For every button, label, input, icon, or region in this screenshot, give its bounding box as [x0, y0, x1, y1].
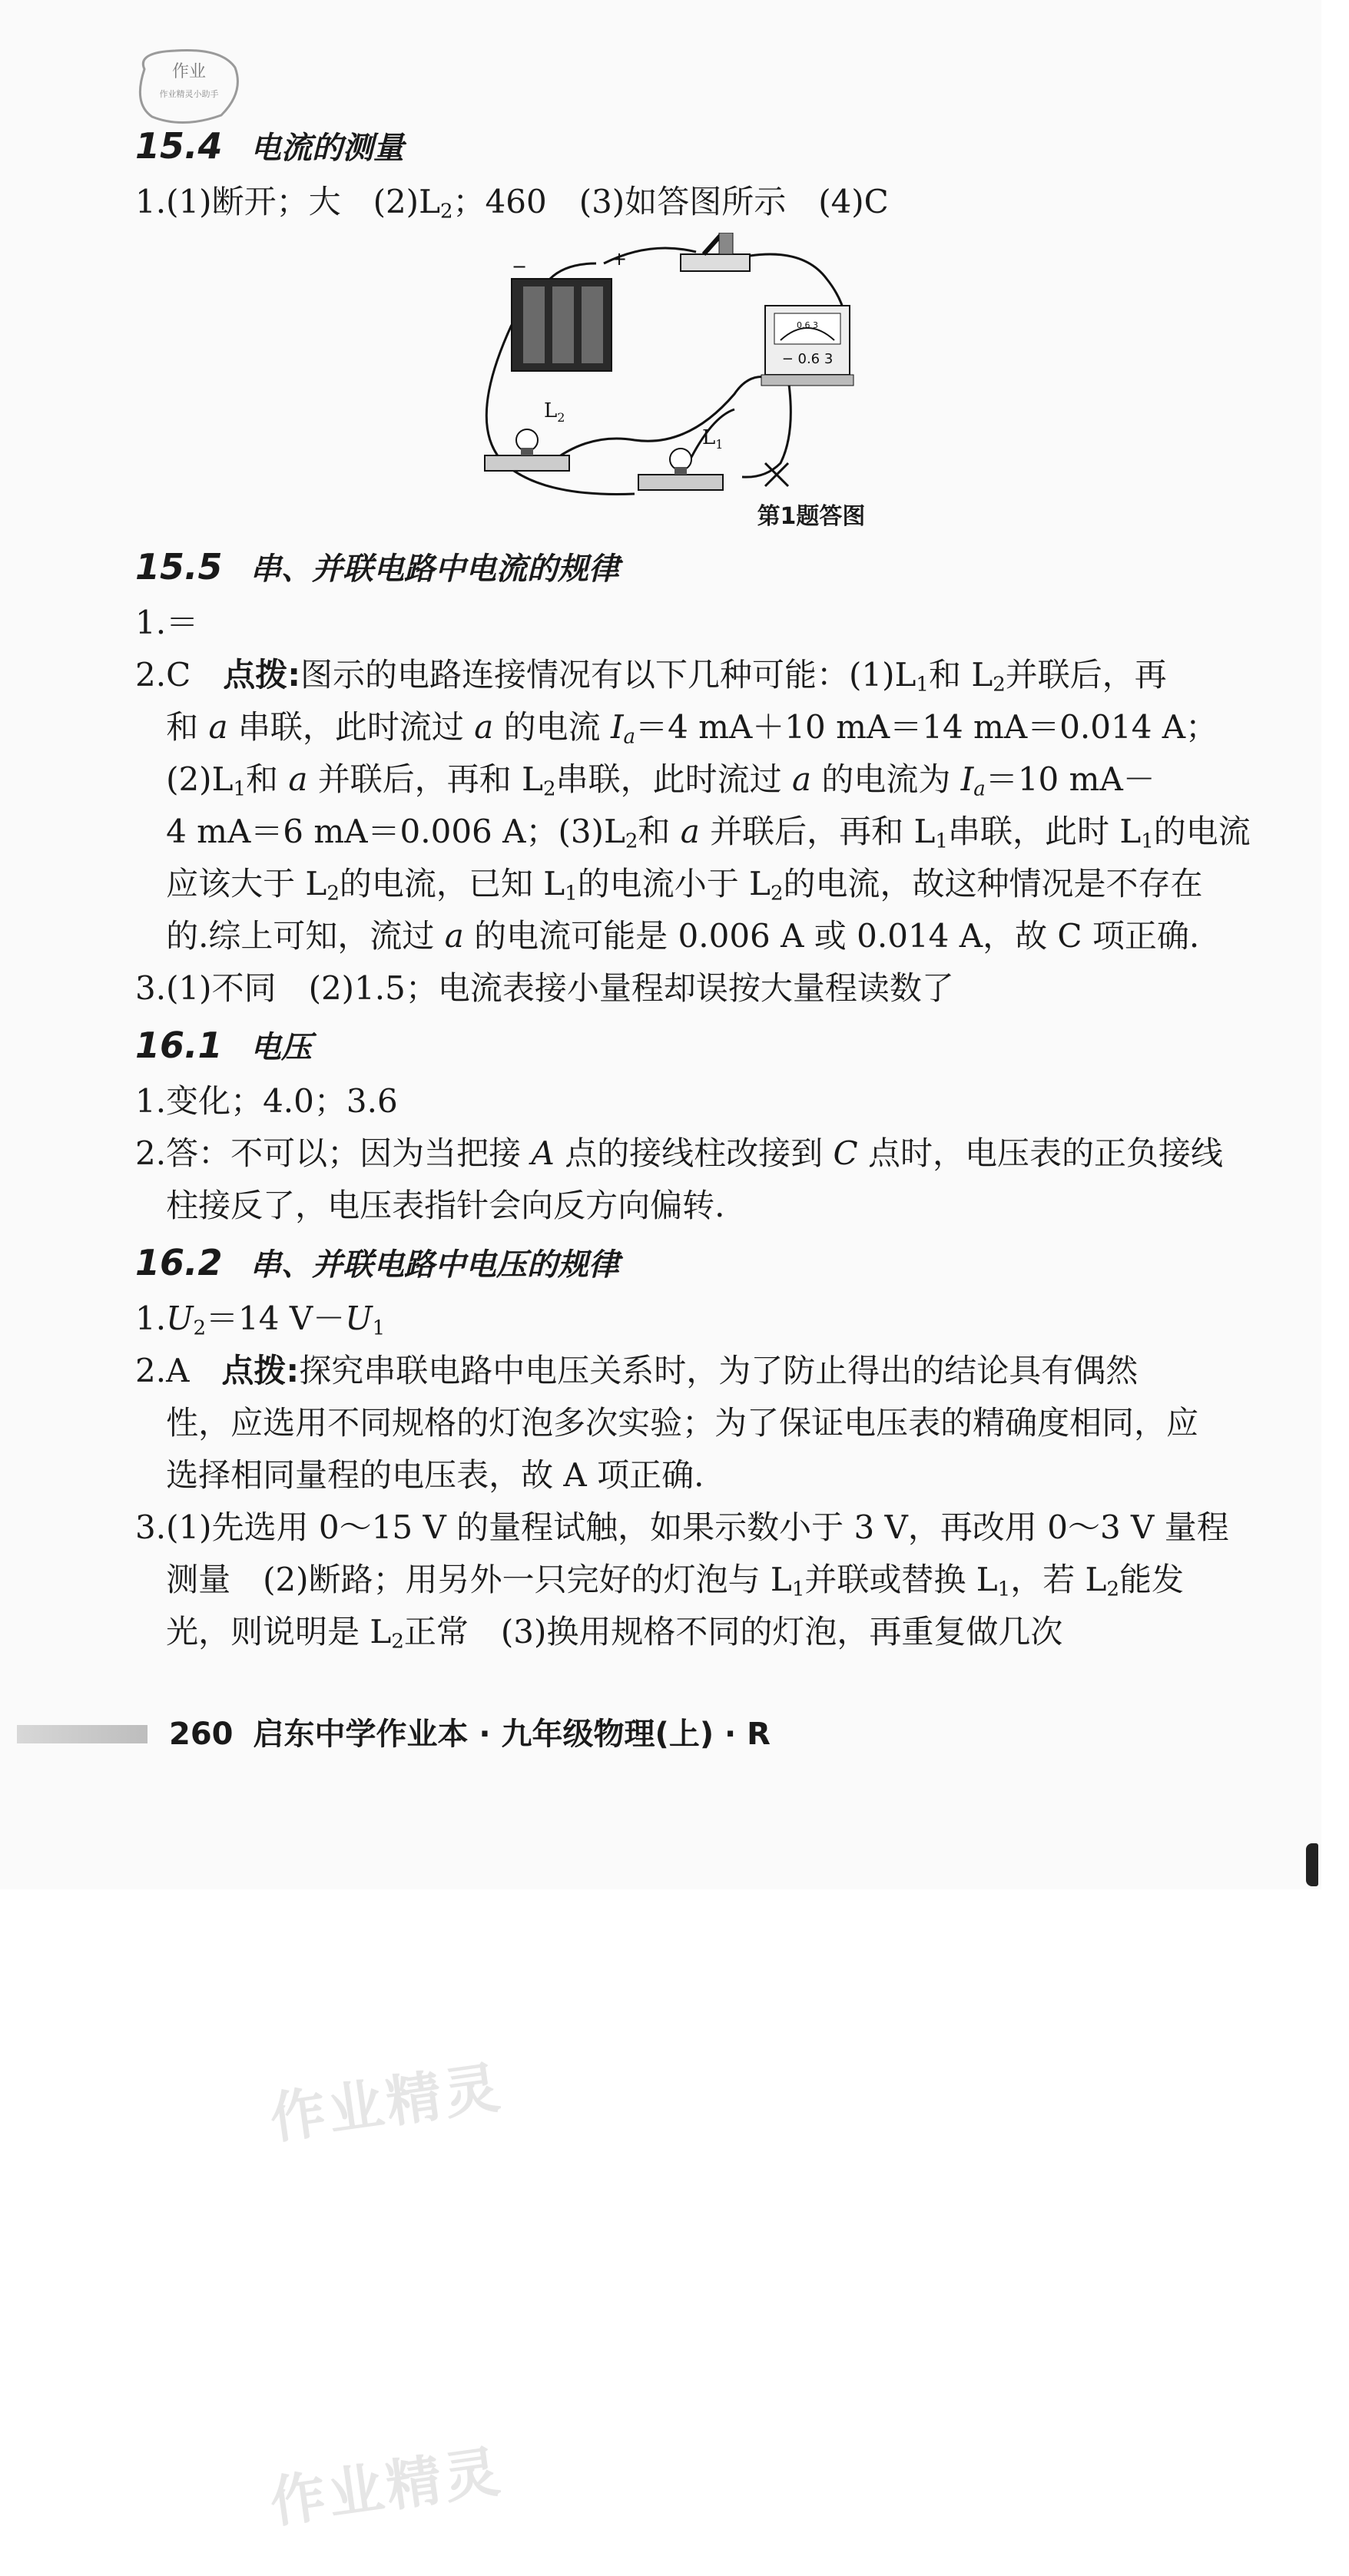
battery-plus-label: +	[612, 248, 628, 270]
logo-text-bottom: 作业精灵小助手	[159, 89, 219, 99]
answer-16-2-1	[135, 1293, 1226, 1345]
figure-caption: 第1题答图	[757, 503, 866, 530]
answer-15-5-2	[135, 649, 1251, 962]
section-15-5-heading	[135, 541, 1226, 595]
answer-16-1-2	[135, 1127, 1226, 1232]
answer-15-5-1	[135, 597, 1226, 649]
answer-number: 1.	[135, 604, 167, 641]
circuit-figure	[135, 233, 1226, 536]
answer-number: 2.	[135, 1134, 167, 1172]
answer-15-4-1	[135, 176, 1226, 228]
hint-label: 点拨:	[221, 1352, 300, 1389]
answer-15-5-3	[135, 962, 1226, 1015]
section-title: 电压	[250, 1030, 312, 1065]
answer-number: 3.	[135, 969, 167, 1007]
book-title: 启东中学作业本 · 九年级物理(上) · R	[253, 1717, 771, 1752]
bulb-l2-icon	[485, 399, 569, 471]
answer-text: (1)先选用 0～15 V 的量程试触，如果示数小于 3 V，再改用 0～3 V 量程 测量 (2)断路；用另外一只完好的灯泡与 $L_1$并联或替换 $L_1$，若 $L_2$能发 光，则说明是 $L_2$正常 (3)换用规格不同的灯泡，再重复做几次	[166, 1508, 1229, 1654]
watermark-top: 作业精灵	[266, 2055, 507, 2151]
answer-text: $U_2=14$ $V-U_1$	[166, 1300, 386, 1340]
answer-number: 1.	[135, 183, 167, 220]
ammeter-scale-label: 0.6 3	[797, 320, 818, 330]
page-footer	[0, 1711, 1321, 1757]
answer-number: 1.	[135, 1300, 167, 1337]
answer-text: (1)断开；大 $(2)L_2$；460 (3)如答图所示 (4)C	[166, 183, 889, 223]
ammeter-terminal-labels: − 0.6 3	[781, 351, 834, 367]
battery-minus-label: −	[512, 256, 528, 277]
footer-text	[169, 1716, 771, 1753]
answer-content	[135, 115, 1251, 1658]
section-number: 15.4	[135, 125, 223, 167]
answer-number: 2.	[135, 656, 167, 694]
answer-text: 答：不可以；因为当把接 A 点的接线柱改接到 C 点时，电压表的正负接线 柱接反了，电压表指针会向反方向偏转.	[166, 1134, 1223, 1224]
section-number: 16.1	[135, 1025, 223, 1066]
hint-label: 点拨:	[223, 656, 301, 694]
answer-number: 3.	[135, 1508, 167, 1546]
bulb-l2-label: $L_2$	[544, 399, 565, 425]
edge-mark	[1306, 1843, 1318, 1886]
answer-text: C 点拨:图示的电路连接情况有以下几种可能：$(1)L_1$和 $L_2$并联后，再 和 a 串联，此时流过 a 的电流 $I_a=4$ mA＋10 mA＝14 mA＝0.014 A； $(2)L_1$和 a 并联后，再和 $L_2$串联，此时流过 a 的电流为 $I_a=10$ mA－ 4 mA＝6 mA＝0.006 A；$(3)L_2$和 a 并联后，再和 $L_1$串联，此时 $L_1$的电流 应该大于 $L_2$的电流，已知 $L_1$的电流小于 $L_2$的电流，故这种情况是不存在 的.综上可知，流过 a 的电流可能是 0.006 A 或 0.014 A，故 C 项正确.	[166, 656, 1251, 955]
answer-number: 2.	[135, 1352, 167, 1389]
section-title: 电流的测量	[250, 131, 404, 166]
answer-16-2-2	[135, 1345, 1226, 1502]
footer-bar	[17, 1725, 147, 1743]
answer-text: 变化；4.0；3.6	[166, 1082, 398, 1120]
answer-16-2-3	[135, 1502, 1229, 1658]
circuit-diagram	[458, 233, 888, 502]
answer-text: (1)不同 (2)1.5；电流表接小量程却误按大量程读数了	[166, 969, 954, 1007]
logo-text-top: 作业	[171, 62, 207, 81]
section-15-4-heading	[135, 120, 1226, 174]
answer-text: A 点拨:探究串联电路中电压关系时，为了防止得出的结论具有偶然 性，应选用不同规格的灯泡多次实验；为了保证电压表的精确度相同，应 选择相同量程的电压表，故 A 项正确.	[166, 1352, 1199, 1494]
section-title: 串、并联电路中电压的规律	[250, 1247, 619, 1283]
section-number: 16.2	[135, 1242, 223, 1283]
section-number: 15.5	[135, 546, 223, 588]
watermark-bottom: 作业精灵	[266, 2439, 507, 2535]
page-number: 260	[169, 1717, 234, 1752]
section-16-2-heading	[135, 1237, 1226, 1291]
section-16-1-heading	[135, 1019, 1226, 1074]
section-title: 串、并联电路中电流的规律	[250, 551, 619, 587]
answer-number: 1.	[135, 1082, 167, 1120]
answer-16-1-1	[135, 1075, 1226, 1127]
bulb-l1-label: $L_1$	[702, 426, 724, 452]
ammeter-icon	[761, 306, 853, 386]
answer-text: ＝	[166, 604, 199, 641]
